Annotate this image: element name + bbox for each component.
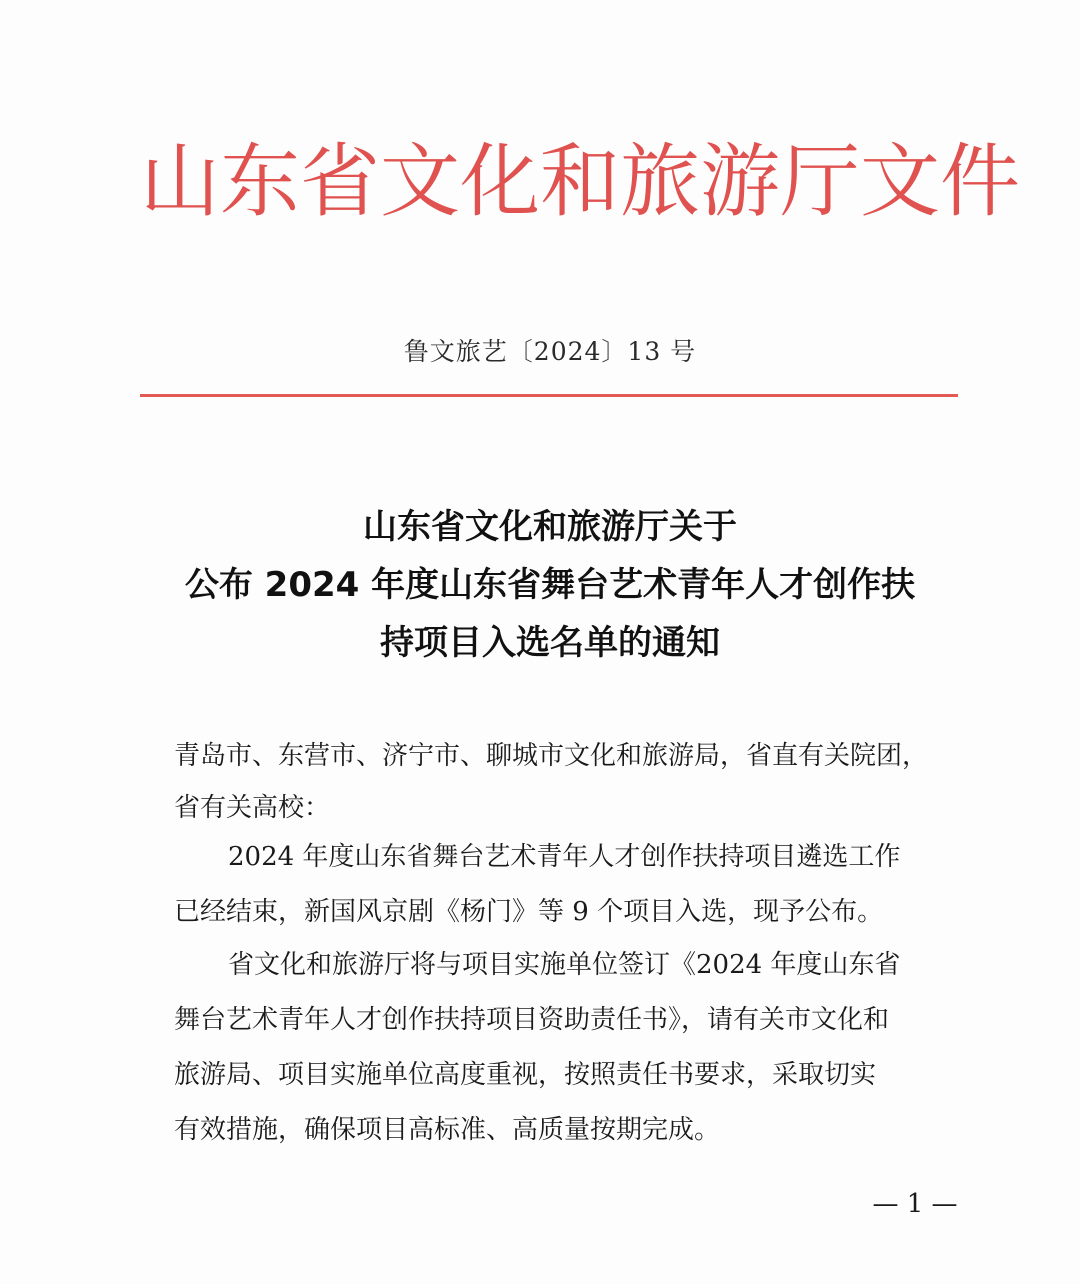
body-paragraph-2: [174, 938, 964, 1158]
addressee-block: [174, 730, 964, 834]
title-line: 公布 2024 年度山东省舞台艺术青年人才创作扶: [184, 565, 916, 605]
addressee-line: 青岛市、东营市、济宁市、聊城市文化和旅游局，省直有关院团，: [174, 741, 929, 771]
paragraph-line: 有效措施，确保项目高标准、高质量按期完成。: [174, 1115, 721, 1145]
paragraph-line: 舞台艺术青年人才创作扶持项目资助责任书》，请有关市文化和: [174, 1005, 890, 1035]
paragraph-line: 省文化和旅游厅将与项目实施单位签订《2024 年度山东省: [228, 950, 901, 980]
addressee-line: 省有关高校：: [174, 793, 331, 823]
document-title: [140, 498, 960, 672]
paragraph-line: 已经结束，新国风京剧《杨门》等 9 个项目入选，现予公布。: [174, 897, 884, 927]
page-number: — 1 —: [872, 1189, 958, 1219]
red-divider-line: [140, 394, 958, 397]
document-number: 鲁文旅艺〔2024〕13 号: [403, 337, 697, 366]
masthead-title: 山东省文化和旅游厅文件: [140, 135, 1020, 228]
title-line: 山东省文化和旅游厅关于: [363, 507, 737, 547]
paragraph-line: 旅游局、项目实施单位高度重视，按照责任书要求，采取切实: [174, 1060, 877, 1090]
title-line: 持项目入选名单的通知: [380, 623, 720, 663]
paragraph-line: 2024 年度山东省舞台艺术青年人才创作扶持项目遴选工作: [228, 842, 901, 872]
body-paragraph-1: [174, 830, 964, 940]
